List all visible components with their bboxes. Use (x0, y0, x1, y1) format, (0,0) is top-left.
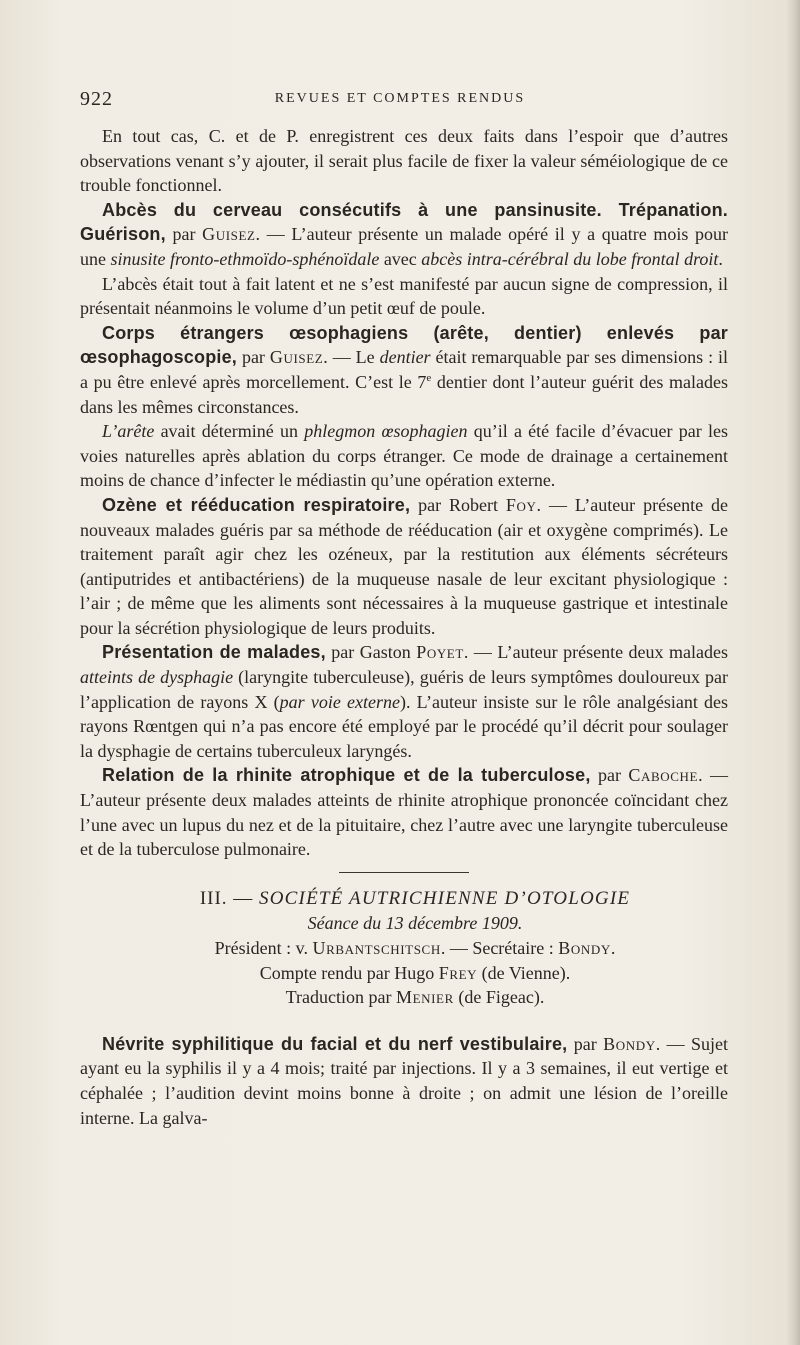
italic-text: phlegmon œsophagien (304, 421, 468, 442)
section-header (80, 887, 728, 1010)
report-heading: Présentation de malades, (102, 642, 326, 663)
paragraph-corps-etrangers (80, 321, 728, 419)
by-text: par (165, 224, 203, 245)
italic-text: par voie externe (279, 691, 400, 712)
president-line (80, 936, 728, 961)
report-heading: Relation de la rhinite atrophique et de la tuberculose, (102, 765, 591, 786)
paragraph-text: En tout cas, C. et de P. enregistrent ces deux faits dans l’espoir que d’autres observations venant s’y ajouter, il serait plus facile de fixer la valeur séméiologique de ce trouble fonctionnel. (80, 126, 728, 196)
section-title (80, 887, 728, 912)
paragraph-text: . — Sujet ayant eu la syphilis il y a 4 mois; traité par injections. Il y a 3 semaines, il eut vertige et céphalée ; l’audition devint moins bonne à droite ; on admit une lésion de l’oreille interne. La galva- (80, 1033, 728, 1128)
paragraph-text: L’abcès était tout à fait latent et ne s’est manifesté par aucun signe de compression, il présentait néanmoins le volume d’un petit œuf de poule. (80, 273, 728, 319)
spacer (80, 1010, 728, 1032)
translation-label: Traduction par (285, 987, 396, 1008)
report-heading: Ozène et rééducation respiratoire, (102, 494, 411, 515)
page-edge-shadow (786, 0, 800, 1345)
author-name: Bondy (603, 1033, 656, 1054)
paragraph-text: . — L’auteur présente deux malades atteints de rhinite atrophique prononcée coïncidant chez l’une avec un lupus du nez et de la pituitaire, chez l’autre avec une laryngite tuberculeuse et de la tuberculose pulmonaire. (80, 765, 729, 860)
paragraph-text: (laryngite tuberculeuse), guéris de leurs symptômes douloureux par l’application de rayons X ( (80, 667, 728, 712)
report-heading: Corps étrangers œsophagiens (arête, dentier) enlevés par œsophagoscopie, (80, 322, 728, 368)
secretary-name: Bondy (558, 938, 611, 958)
punctuation: . (610, 938, 616, 958)
by-text: par (237, 347, 270, 368)
author-name: Caboche (628, 765, 699, 786)
page-header (80, 88, 720, 112)
paragraph-text: avait déterminé un (154, 421, 305, 442)
paragraph-abces (80, 198, 728, 272)
translator-origin: (de Figeac). (453, 987, 545, 1008)
paragraph-text: . — L’auteur présente de nouveaux malades guéris par sa méthode de rééducation (air et oxygène comprimés). Le traitement paraît agir chez les ozéneux, par la restitution aux éléments sécréteurs (antiputrides et antibactériens) de la muqueuse nasale de leur excitant physiologique : l’air ; de même que les aliments sont nécessaires à la muqueuse gastrique et intestinale pour la sécrétion physiologique de leurs produits. (80, 494, 728, 638)
paragraph-arete (80, 419, 728, 493)
paragraph-text: qu’il a été facile d’évacuer par les voies naturelles après ablation du corps étranger. Ce mode de drainage a certainement moins de chance d’infecter le médiastin qu’une opération externe. (80, 421, 728, 491)
author-name: Foy (505, 494, 537, 515)
by-text: par (590, 765, 629, 786)
by-text: par Gaston (325, 642, 417, 663)
president-name: Urbantschitsch (312, 938, 441, 958)
paragraph-text: avec (379, 248, 422, 269)
section-number: III. — (199, 887, 260, 909)
section-divider (339, 872, 469, 873)
page-number: 922 (80, 88, 113, 110)
paragraph-text: . (718, 248, 723, 269)
italic-text: atteints de dysphagie (80, 667, 234, 688)
paragraph-intro (80, 124, 728, 198)
paragraph-presentation (80, 640, 728, 763)
paragraph-text: . — L’auteur présente un malade opéré il y a quatre mois pour une (80, 224, 729, 269)
translator-name: Menier (395, 987, 454, 1008)
president-label: Président : v. (214, 938, 313, 958)
running-title: REVUES ET COMPTES RENDUS (274, 91, 526, 106)
paragraph-text: . — L’auteur présente deux malades (463, 642, 728, 663)
paragraph-text: dentier dont l’auteur guérit des malades dans les mêmes circonstances. (80, 371, 728, 417)
paragraph-rhinite (80, 763, 728, 861)
secretary-label: . — Secrétaire : (440, 938, 559, 958)
author-name: Guisez (269, 347, 324, 368)
author-name: Poyet (416, 642, 464, 663)
paragraph-text: ). L’auteur insiste sur le rôle analgésiant des rayons Rœntgen qui n’a pas encore été employé par le procédé qu’il décrit pour soulager la dysphagie de certains tuberculeux laryngés. (80, 691, 728, 761)
author-name: Guisez (202, 224, 256, 245)
paragraph-ozene (80, 493, 728, 641)
italic-text: sinusite fronto-ethmoïdo-sphénoïdale (110, 248, 380, 269)
italic-text: L’arête (102, 421, 155, 442)
paragraph-text: . — Le (323, 347, 380, 368)
by-text: par Robert (410, 494, 506, 515)
paragraph-abces-detail (80, 272, 728, 321)
translation-line (80, 985, 728, 1010)
italic-text: dentier (379, 347, 431, 368)
report-origin: (de Vienne). (477, 962, 571, 983)
paragraph-nevrite (80, 1032, 728, 1130)
report-line (80, 961, 728, 986)
article-body (80, 124, 728, 1130)
paragraph-text: était remarquable par ses dimensions : il a pu être enlevé après morcellement. C’est le 7 (80, 347, 729, 392)
by-text: par (567, 1033, 604, 1054)
report-author: Frey (438, 962, 478, 983)
session-date: Séance du 13 décembre 1909. (307, 913, 523, 934)
superscript: e (426, 371, 432, 384)
italic-text: abcès intra-cérébral du lobe frontal droit (421, 248, 719, 269)
section-title-text: SOCIÉTÉ AUTRICHIENNE D’OTOLOGIE (259, 887, 631, 909)
report-label: Compte rendu par Hugo (259, 962, 439, 983)
report-heading: Névrite syphilitique du facial et du nerf vestibulaire, (102, 1033, 568, 1054)
report-heading: Abcès du cerveau consécutifs à une pansinusite. Trépanation. Guérison, (80, 199, 728, 245)
